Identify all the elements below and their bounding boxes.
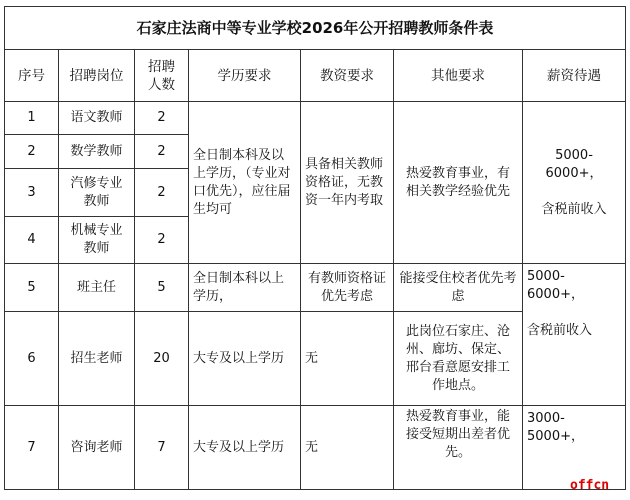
- header-cell: 其他要求: [394, 50, 523, 102]
- salary: 5000- 6000+， 含税前收入: [523, 102, 626, 264]
- education-requirement: 大专及以上学历: [189, 406, 301, 490]
- other-requirement: 热爱教育事业，有相关教学经验优先: [394, 102, 523, 264]
- header-cell: 薪资待遇: [523, 50, 626, 102]
- table-row: [5, 102, 626, 135]
- recruitment-table: [4, 6, 626, 490]
- count: 2: [135, 135, 189, 169]
- salary: 5000- 6000+， 含税前收入: [523, 264, 626, 406]
- header-cell: 招聘 人数: [135, 50, 189, 102]
- header-cell: 教资要求: [301, 50, 394, 102]
- table-row: [5, 264, 626, 312]
- row-number: 2: [5, 135, 59, 169]
- position: 语文教师: [59, 102, 135, 135]
- count: 2: [135, 169, 189, 217]
- count: 20: [135, 312, 189, 406]
- position: 咨询老师: [59, 406, 135, 490]
- row-number: 4: [5, 217, 59, 264]
- row-number: 5: [5, 264, 59, 312]
- position: 机械专业 教师: [59, 217, 135, 264]
- qualification-requirement: 无: [301, 406, 394, 490]
- count: 7: [135, 406, 189, 490]
- position: 招生老师: [59, 312, 135, 406]
- qualification-requirement: 有教师资格证优先考虑: [301, 264, 394, 312]
- other-requirement: 热爱教育事业，能接受短期出差者优先。: [394, 406, 523, 490]
- count: 5: [135, 264, 189, 312]
- qualification-requirement: 无: [301, 312, 394, 406]
- salary: 3000- 5000+，: [523, 406, 626, 490]
- position: 班主任: [59, 264, 135, 312]
- row-number: 3: [5, 169, 59, 217]
- row-number: 1: [5, 102, 59, 135]
- position: 数学教师: [59, 135, 135, 169]
- table-row: [5, 406, 626, 490]
- other-requirement: 此岗位石家庄、沧州、廊坊、保定、邢台看意愿安排工作地点。: [394, 312, 523, 406]
- count: 2: [135, 102, 189, 135]
- header-row: [5, 50, 626, 102]
- header-cell: 序号: [5, 50, 59, 102]
- header-cell: 招聘岗位: [59, 50, 135, 102]
- count: 2: [135, 217, 189, 264]
- position: 汽修专业 教师: [59, 169, 135, 217]
- offcn-watermark: offcn: [570, 478, 610, 493]
- row-number: 7: [5, 406, 59, 490]
- qualification-requirement: 具备相关教师资格证，无教资一年内考取: [301, 102, 394, 264]
- education-requirement: 大专及以上学历: [189, 312, 301, 406]
- education-requirement: 全日制本科及以上学历，（专业对口优先），应往届生均可: [189, 102, 301, 264]
- table-title: 石家庄法商中等专业学校2026年公开招聘教师条件表: [5, 7, 626, 50]
- other-requirement: 能接受住校者优先考虑: [394, 264, 523, 312]
- header-cell: 学历要求: [189, 50, 301, 102]
- row-number: 6: [5, 312, 59, 406]
- education-requirement: 全日制本科以上学历，: [189, 264, 301, 312]
